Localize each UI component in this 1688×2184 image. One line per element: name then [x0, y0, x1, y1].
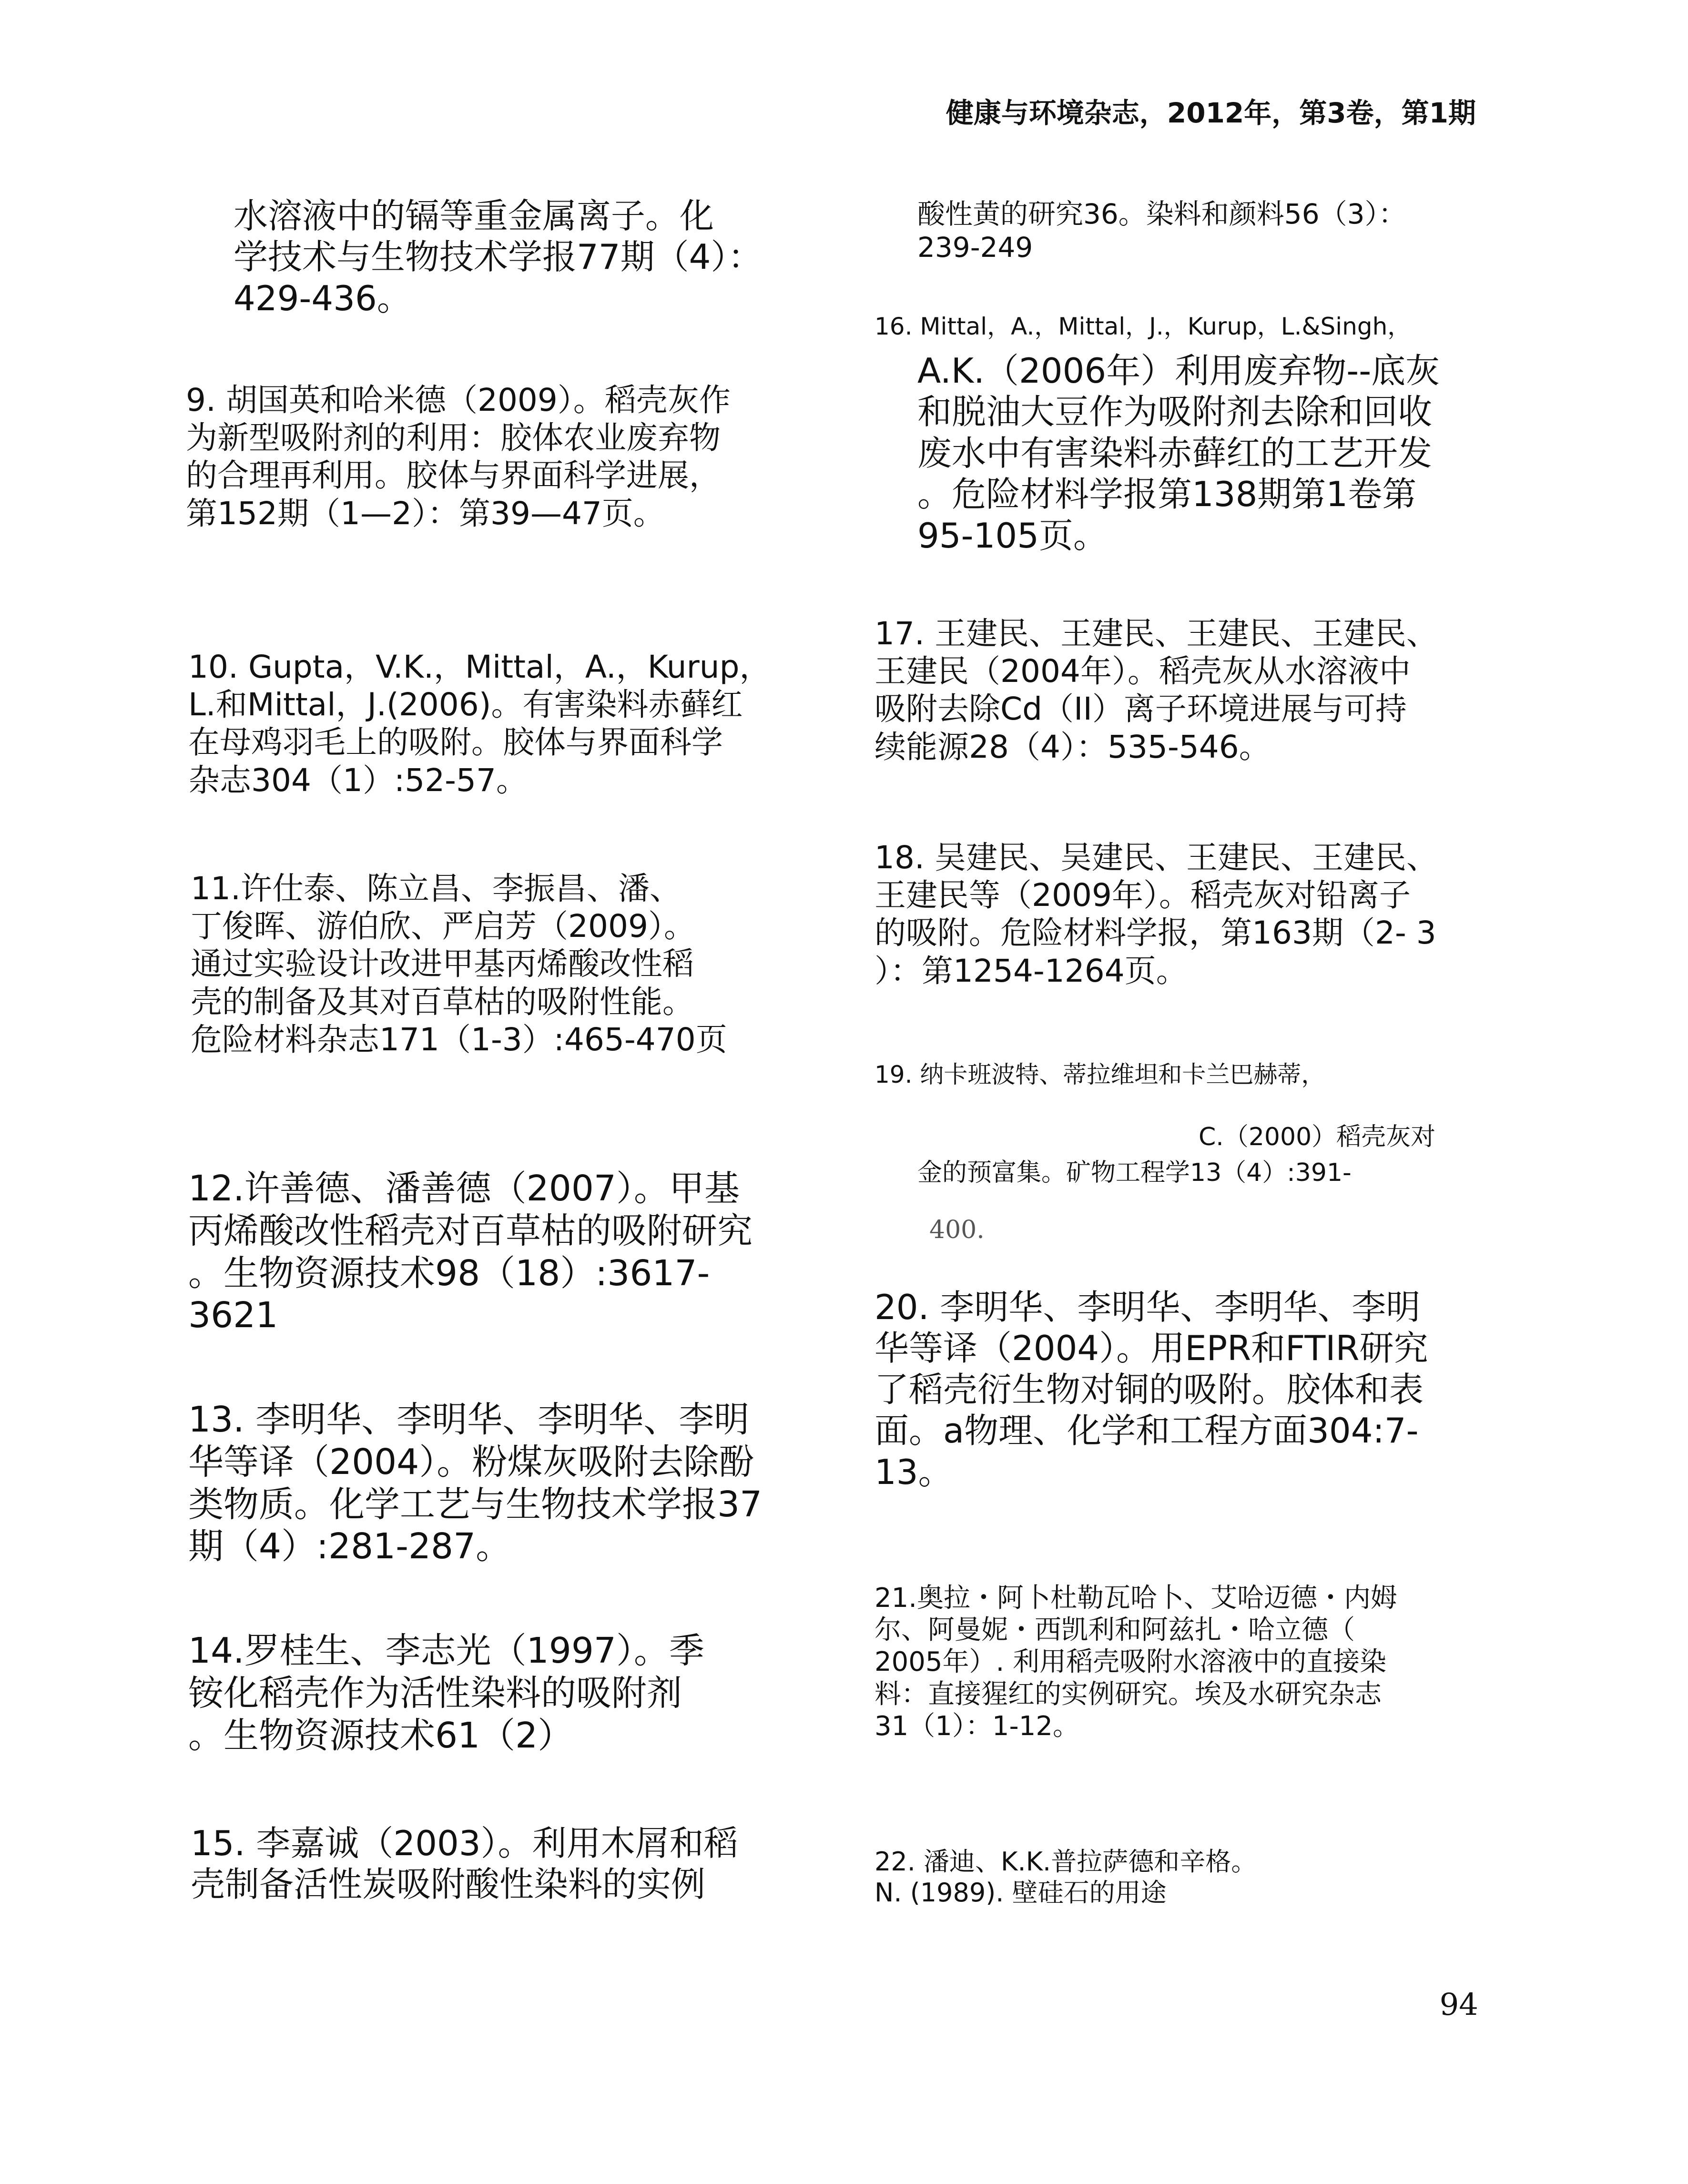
reference-19-year: C.（2000）稻壳灰对 — [1199, 1123, 1436, 1151]
page-number: 94 — [1439, 1987, 1478, 2022]
reference-10: 10. Gupta，V.K.，Mittal，A.，Kurup， L.和Mittal，J.(2006)。有害染料赤藓红 在母鸡羽毛上的吸附。胶体与界面科学 杂志304（1）:52-57。 — [188, 649, 771, 799]
reference-19-authors: 19. 纳卡班波特、蒂拉维坦和卡兰巴赫蒂， — [875, 1061, 1325, 1088]
journal-header: 健康与环境杂志，2012年，第3卷，第1期 — [946, 97, 1476, 129]
reference-16-body: A.K.（2006年）利用废弃物--底灰 和脱油大豆作为吸附剂去除和回收 废水中有害染料赤藓红的工艺开发 。危险材料学报第138期第1卷第 95-105页。 — [917, 351, 1440, 556]
reference-21: 21.奥拉・阿卜杜勒瓦哈卜、艾哈迈德・内姆 尔、阿曼妮・西凯利和阿兹扎・哈立德（ 2005年）. 利用稻壳吸附水溶液中的直接染 料：直接猩红的实例研究。埃及水研究杂志 31（1）：1-12。 — [875, 1583, 1398, 1742]
reference-9: 9. 胡国英和哈米德（2009）。稻壳灰作 为新型吸附剂的利用：胶体农业废弃物 的合理再利用。胶体与界面科学进展， 第152期（1—2）：第39—47页。 — [186, 382, 731, 532]
reference-14: 14.罗桂生、李志光（1997）。季 铵化稻壳作为活性染料的吸附剂 。生物资源技术61（2） — [188, 1630, 705, 1756]
reference-20: 20. 李明华、李明华、李明华、李明 华等译（2004）。用EPR和FTIR研究 了稻壳衍生物对铜的吸附。胶体和表 面。a物理、化学和工程方面304:7- 13。 — [875, 1287, 1428, 1492]
reference-18: 18. 吴建民、吴建民、王建民、王建民、 王建民等（2009年）。稻壳灰对铅离子 的吸附。危险材料学报，第163期（2- 3 ）：第1254-1264页。 — [875, 839, 1438, 989]
reference-12: 12.许善德、潘善德（2007）。甲基 丙烯酸改性稻壳对百草枯的吸附研究 。生物资源技术98（18）:3617- 3621 — [188, 1168, 752, 1336]
reference-15-continuation: 酸性黄的研究36。染料和颜料56（3）： 239-249 — [917, 198, 1406, 264]
reference-16-authors: 16. Mittal，A.，Mittal，J.，Kurup，L.&Singh， — [875, 313, 1412, 340]
reference-15: 15. 李嘉诚（2003）。利用木屑和稻 壳制备活性炭吸附酸性染料的实例 — [191, 1823, 738, 1905]
reference-11: 11.许仕泰、陈立昌、李振昌、潘、 丁俊晖、游伯欣、严启芳（2009）。 通过实验设计改进甲基丙烯酸改性稻 壳的制备及其对百草枯的吸附性能。 危险材料杂志171（1-3）:465-470页 — [191, 870, 727, 1058]
reference-13: 13. 李明华、李明华、李明华、李明 华等译（2004）。粉煤灰吸附去除酚 类物质。化学工艺与生物技术学报37 期（4）:281-287。 — [188, 1399, 763, 1567]
reference-17: 17. 王建民、王建民、王建民、王建民、 王建民（2004年）。稻壳灰从水溶液中 吸附去除Cd（II）离子环境进展与可持 续能源28（4）：535-546。 — [875, 615, 1438, 765]
reference-19-title: 金的预富集。矿物工程学13（4）:391- — [917, 1158, 1352, 1187]
reference-8-continuation: 水溶液中的镉等重金属离子。化 学技术与生物技术学报77期（4）： 429-436。 — [234, 196, 763, 318]
reference-22: 22. 潘迪、K.K.普拉萨德和辛格。 N. (1989). 壁硅石的用途 — [875, 1847, 1257, 1908]
reference-19-pages: 400. — [929, 1216, 985, 1244]
